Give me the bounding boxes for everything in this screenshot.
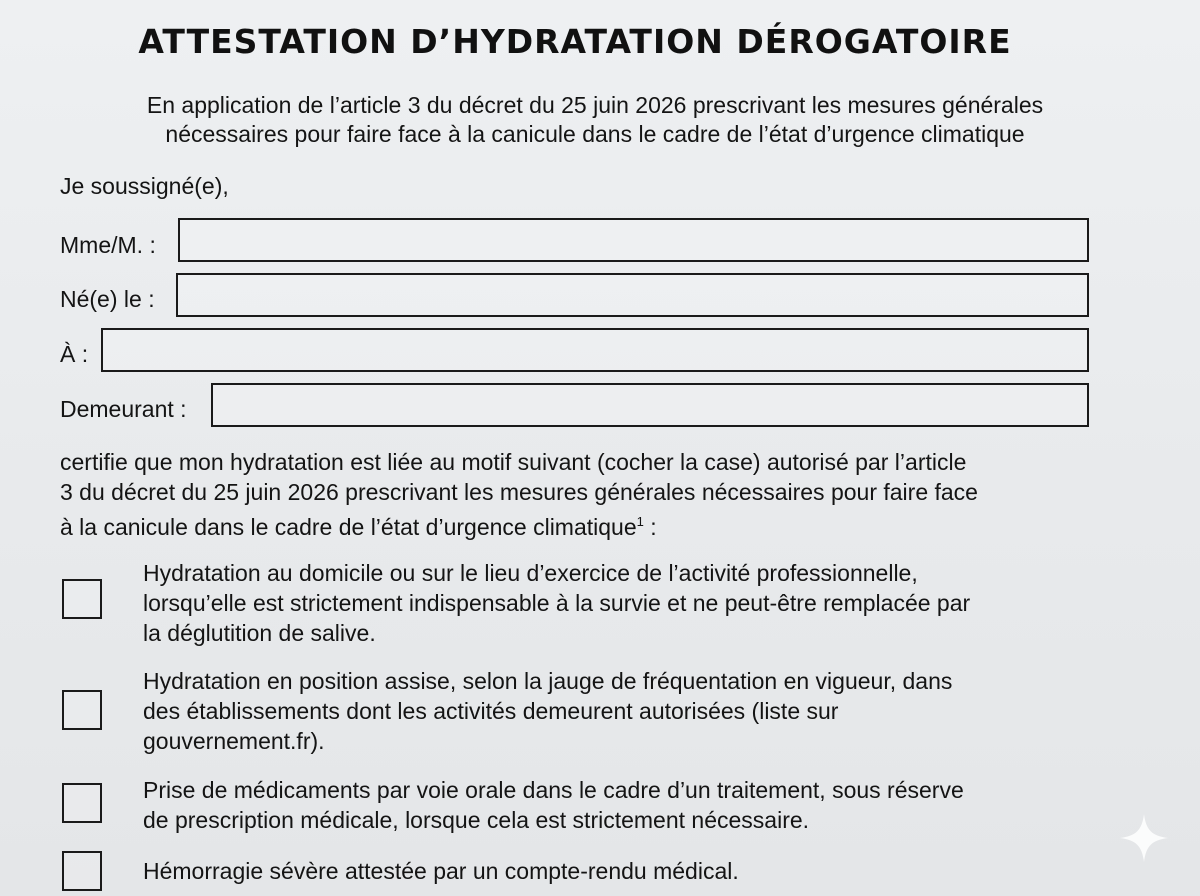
preamble — [40, 91, 1150, 149]
reason-line: des établissements dont les activités demeurent autorisées (liste sur — [143, 698, 839, 724]
reason-line: Hémorragie sévère attestée par un compte-rendu médical. — [143, 858, 739, 884]
reason-3-text — [143, 775, 1093, 835]
reason-line: la déglutition de salive. — [143, 620, 376, 646]
reason-4-text — [143, 856, 1093, 886]
reason-3-checkbox[interactable] — [62, 783, 102, 823]
address-field[interactable] — [211, 383, 1089, 427]
reason-2-text — [143, 666, 1093, 756]
certification-line-text: à la canicule dans le cadre de l’état d’urgence climatique — [60, 514, 637, 540]
certification-line — [60, 507, 1100, 542]
birthdate-label: Né(e) le : — [60, 286, 155, 312]
certification-text — [60, 447, 1100, 542]
address-label: Demeurant : — [60, 396, 187, 422]
certification-line-end: : — [643, 514, 657, 540]
reason-line: Hydratation au domicile ou sur le lieu d’exercice de l’activité professionnelle, — [143, 560, 918, 586]
reason-line: de prescription médicale, lorsque cela est strictement nécessaire. — [143, 807, 810, 833]
reason-1-text — [143, 558, 1093, 648]
reason-4-checkbox[interactable] — [62, 851, 102, 891]
reason-line: Hydratation en position assise, selon la jauge de fréquentation en vigueur, dans — [143, 668, 953, 694]
name-label: Mme/M. : — [60, 232, 156, 258]
birthdate-field[interactable] — [176, 273, 1089, 317]
certification-line: 3 du décret du 25 juin 2026 prescrivant les mesures générales nécessaires pour faire face — [60, 479, 978, 505]
sparkle-icon — [1118, 812, 1170, 864]
reason-1-checkbox[interactable] — [62, 579, 102, 619]
footnote-mark: 1 — [636, 514, 644, 529]
intro-text: Je soussigné(e), — [60, 173, 229, 199]
reason-line: Prise de médicaments par voie orale dans le cadre d’un traitement, sous réserve — [143, 777, 964, 803]
certification-line: certifie que mon hydratation est liée au motif suivant (cocher la case) autorisé par l’article — [60, 449, 967, 475]
reason-line: lorsqu’elle est strictement indispensable à la survie et ne peut-être remplacée par — [143, 590, 971, 616]
preamble-line: nécessaires pour faire face à la canicule dans le cadre de l’état d’urgence climatique — [165, 121, 1025, 147]
name-field[interactable] — [178, 218, 1089, 262]
reason-line: gouvernement.fr). — [143, 728, 325, 754]
birthplace-label: À : — [60, 341, 89, 367]
reason-2-checkbox[interactable] — [62, 690, 102, 730]
birthplace-field[interactable] — [101, 328, 1089, 372]
preamble-line: En application de l’article 3 du décret du 25 juin 2026 prescrivant les mesures générales — [146, 92, 1044, 118]
form-title: ATTESTATION D’HYDRATATION DÉROGATOIRE — [138, 22, 1012, 61]
